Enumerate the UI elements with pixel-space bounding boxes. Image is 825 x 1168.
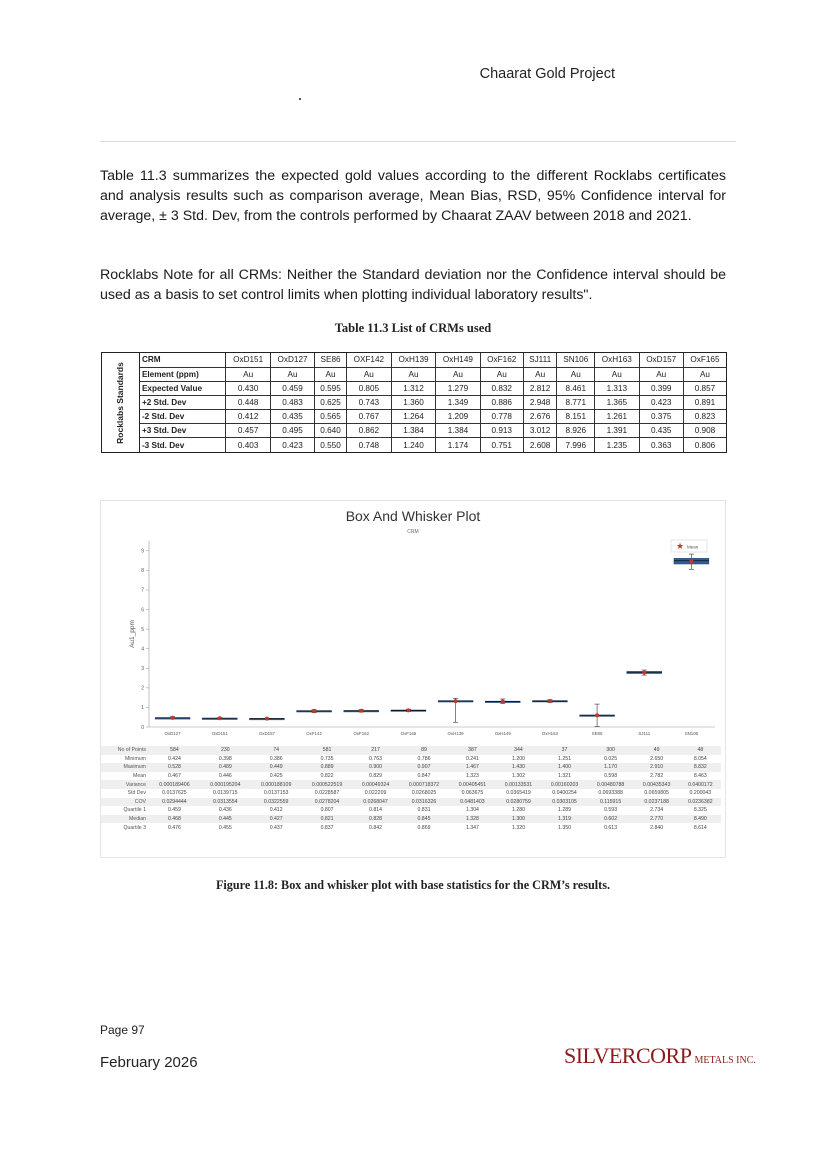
crm-cell: 8.151 [557, 410, 595, 424]
crm-row [140, 353, 726, 367]
y-tick-label: 4 [141, 646, 144, 653]
crm-row [140, 424, 726, 438]
chart-title: Box And Whisker Plot [345, 508, 481, 524]
stats-cell: 0.00049324 [353, 780, 399, 789]
stats-cell: 0.845 [399, 815, 450, 824]
stats-cell: 1.280 [512, 807, 525, 814]
crm-cell: 1.174 [436, 438, 480, 452]
legend-label: Mean [687, 544, 699, 550]
mean-marker [642, 671, 646, 675]
stats-cell: 0.436 [218, 807, 232, 814]
crm-table-container [101, 352, 727, 453]
crm-cell: Au [346, 367, 391, 381]
stats-cell: 0.735 [320, 755, 334, 762]
stats-cell: 0.000522519 [302, 780, 353, 789]
stats-cell: 0.063675 [461, 790, 484, 797]
stats-cell: 2.782 [650, 773, 664, 780]
crm-cell: 0.375 [639, 410, 683, 424]
crm-cell: Au [523, 367, 557, 381]
crm-cell: OxH139 [391, 353, 435, 367]
stats-cell: 0.763 [369, 755, 383, 762]
stats-cell: 581 [302, 746, 353, 755]
stats-cell: 344 [495, 746, 541, 755]
stats-cell: 0.427 [251, 815, 302, 824]
x-tick-label: OxD157 [258, 731, 275, 736]
mean-marker [454, 699, 458, 703]
mean-marker [359, 709, 363, 713]
stats-cell: 0.828 [353, 815, 399, 824]
x-tick-label: OxH163 [541, 731, 558, 736]
stats-cell: 387 [449, 746, 495, 755]
crm-cell: 0.625 [315, 395, 347, 409]
stats-cell: 0.0237188 [634, 798, 680, 807]
crm-row [140, 381, 726, 395]
stats-cell: 0.0481403 [449, 798, 495, 807]
crm-cell: Au [480, 367, 523, 381]
stats-cell: 89 [399, 746, 450, 755]
stats-cell: 1.347 [465, 824, 479, 831]
stats-cell: 0.0268047 [353, 798, 399, 807]
stats-cell: 0.0322559 [251, 798, 302, 807]
crm-cell: 0.423 [270, 438, 314, 452]
stats-row [101, 815, 721, 824]
stats-cell: 2.910 [634, 763, 680, 772]
x-tick-label: OxF165 [400, 731, 417, 736]
stats-cell: 0.0228587 [314, 790, 340, 797]
crm-cell: 1.391 [595, 424, 639, 438]
y-tick-label: 8 [141, 568, 144, 575]
stats-cell: 0.446 [218, 773, 232, 780]
page-number: Page 97 [100, 1023, 145, 1037]
stats-cell: 0.814 [369, 807, 383, 814]
stats-cell: 2.650 [650, 755, 664, 762]
stats-cell: 1.200 [512, 755, 525, 762]
y-tick-label: 6 [141, 607, 144, 614]
crm-cell: 7.996 [557, 438, 595, 452]
y-tick-label: 7 [141, 587, 144, 594]
logo-main-text: SILVERCORP [564, 1043, 692, 1068]
stats-cell: 0.000195204 [200, 780, 251, 789]
project-title: Chaarat Gold Project [479, 66, 615, 82]
stats-cell: 0.386 [269, 755, 283, 762]
crm-cell: 8.926 [557, 424, 595, 438]
stats-cell: 230 [200, 746, 251, 755]
stats-cell: 0.528 [149, 763, 200, 772]
y-axis-label: Au1_ppm [129, 620, 136, 648]
crm-cell: 1.349 [436, 395, 480, 409]
crm-cell: 0.886 [480, 395, 523, 409]
x-tick-label: OxD151 [211, 731, 228, 736]
crm-cell: 1.313 [595, 381, 639, 395]
stats-cell: 584 [149, 746, 200, 755]
stats-row [101, 789, 721, 798]
stats-cell: 8.832 [680, 763, 721, 772]
x-tick-label: OxH139 [447, 731, 464, 736]
y-tick-label: 0 [141, 724, 144, 731]
crm-cell: 0.640 [315, 424, 347, 438]
crm-cell: 0.832 [480, 381, 523, 395]
stats-cell: 0.476 [167, 824, 181, 831]
stats-cell: 0.0313554 [200, 798, 251, 807]
x-tick-label: SJ111 [638, 731, 651, 736]
stats-cell: 0.467 [167, 773, 181, 780]
stats-cell: 0.0278204 [302, 798, 353, 807]
stats-cell: 0.598 [604, 773, 618, 780]
stats-row-label: Maximum [101, 763, 149, 772]
crm-cell: 8.461 [557, 381, 595, 395]
crm-row [140, 367, 726, 381]
mean-marker [171, 716, 175, 720]
stats-cell: 0.468 [149, 815, 200, 824]
stats-cell: 0.821 [302, 815, 353, 824]
crm-cell: 0.412 [226, 410, 270, 424]
crm-cell: OXF142 [346, 353, 391, 367]
header-dot [299, 98, 301, 100]
y-tick-label: 3 [141, 666, 144, 673]
crm-cell: 0.751 [480, 438, 523, 452]
stats-cell: 1.251 [558, 755, 572, 762]
crm-cell: 0.806 [683, 438, 726, 452]
crm-cell: OxH163 [595, 353, 639, 367]
crm-cell: 0.435 [639, 424, 683, 438]
stats-row-label: Minimum [124, 755, 146, 762]
crm-cell: 0.430 [226, 381, 270, 395]
stats-cell: 1.304 [465, 807, 479, 814]
crm-cell: OxF162 [480, 353, 523, 367]
stats-cell: 1.328 [449, 815, 495, 824]
stats-cell: 0.200043 [689, 790, 712, 797]
table-caption: Table 11.3 List of CRMs used [334, 321, 492, 335]
mean-marker [218, 716, 222, 720]
stats-cell: 0.900 [353, 763, 399, 772]
stats-row [101, 746, 721, 755]
crm-cell: SJ111 [523, 353, 557, 367]
stats-cell: 0.831 [417, 807, 431, 814]
stats-cell: 0.842 [369, 824, 383, 831]
stats-row [101, 763, 721, 772]
stats-cell: 0.025 [604, 755, 618, 762]
stats-row [101, 772, 721, 781]
stats-row-label: Quartile 1 [123, 807, 146, 814]
crm-cell: 1.235 [595, 438, 639, 452]
stats-cell: 8.614 [693, 824, 707, 831]
crm-cell: 0.495 [270, 424, 314, 438]
crm-cell: 1.209 [436, 410, 480, 424]
crm-cell: 2.608 [523, 438, 557, 452]
stats-cell: 0.0365419 [506, 790, 531, 797]
stats-cell: 1.323 [465, 773, 479, 780]
stats-cell: 8.490 [680, 815, 721, 824]
stats-cell: 0.455 [218, 824, 232, 831]
stats-cell: 0.0137153 [263, 790, 289, 797]
stats-cell: 0.0400172 [680, 780, 721, 789]
crm-cell: 1.384 [436, 424, 480, 438]
crm-cell: 2.812 [523, 381, 557, 395]
crm-cell: 1.365 [595, 395, 639, 409]
stats-cell: 8.463 [693, 773, 707, 780]
crm-cell: 0.778 [480, 410, 523, 424]
mean-marker [265, 717, 269, 721]
stats-cell: 0.0268025 [411, 790, 437, 797]
stats-row-label: No of Points [101, 746, 149, 755]
box-whisker-figure [100, 500, 726, 858]
stats-cell: 8.054 [693, 755, 707, 762]
stats-cell: 1.319 [542, 815, 588, 824]
crm-cell: OxD157 [639, 353, 683, 367]
crm-cell: Au [557, 367, 595, 381]
y-tick-label: 9 [141, 548, 144, 555]
stats-cell: 0.424 [167, 755, 181, 762]
mean-marker [312, 709, 316, 713]
x-tick-label: SN106 [684, 731, 699, 736]
crm-cell: 0.823 [683, 410, 726, 424]
stats-cell: 0.459 [167, 807, 181, 814]
stats-cell: 0.00133531 [495, 780, 541, 789]
crm-cell: OxD151 [226, 353, 270, 367]
crm-row-label: +3 Std. Dev [140, 424, 226, 438]
crm-row-label: CRM [140, 353, 226, 367]
crm-cell: 0.908 [683, 424, 726, 438]
crm-cell: 0.550 [315, 438, 347, 452]
stats-cell: 0.0139715 [213, 790, 238, 797]
mean-marker [501, 700, 505, 704]
crm-cell: 1.360 [391, 395, 435, 409]
silvercorp-logo [564, 1043, 756, 1069]
stats-cell: 0.00435343 [634, 780, 680, 789]
stats-cell: 48 [680, 746, 721, 755]
crm-cell: 1.264 [391, 410, 435, 424]
figure-caption: Figure 11.8: Box and whisker plot with base statistics for the CRM’s results. [215, 878, 611, 892]
crm-cell: 0.459 [270, 381, 314, 395]
legend-star-icon: ★ [676, 542, 685, 552]
paragraph-rocklabs-note: Rocklabs Note for all CRMs: Neither the Standard deviation nor the Confidence interval should be used as a basis to set control limits when plotting individual laboratory results". [100, 267, 726, 303]
stats-cell: 0.0303105 [542, 798, 588, 807]
stats-cell: 1.289 [558, 807, 572, 814]
stats-cell: 0.445 [200, 815, 251, 824]
stats-row [101, 798, 721, 807]
stats-cell: 49 [634, 746, 680, 755]
crm-cell: 1.312 [391, 381, 435, 395]
mean-marker [406, 708, 410, 712]
footer-date: February 2026 [100, 1054, 198, 1071]
crm-cell: 0.862 [346, 424, 391, 438]
crm-row [140, 438, 726, 452]
stats-cell: 1.467 [449, 763, 495, 772]
stats-cell: 0.022209 [364, 790, 387, 797]
crm-cell: 0.403 [226, 438, 270, 452]
crm-cell: 0.748 [346, 438, 391, 452]
stats-cell: 0.000188109 [251, 780, 302, 789]
stats-row [101, 823, 721, 832]
crm-cell: OxD127 [270, 353, 314, 367]
crm-cell: 2.948 [523, 395, 557, 409]
stats-cell: 0.000718372 [399, 780, 450, 789]
crm-cell: 1.261 [595, 410, 639, 424]
stats-row [101, 806, 721, 815]
crm-cell: SN106 [557, 353, 595, 367]
stats-cell: 37 [542, 746, 588, 755]
stats-cell: 0.807 [320, 807, 334, 814]
crm-row-label: Expected Value [140, 381, 226, 395]
stats-cell: 0.000189406 [149, 780, 200, 789]
stats-cell: 0.847 [417, 773, 431, 780]
stats-cell: 1.430 [495, 763, 541, 772]
x-tick-label: OxF142 [306, 731, 322, 736]
stats-cell: 0.0316326 [399, 798, 450, 807]
side-label-text: Rocklabs Standards [115, 361, 126, 444]
stats-cell: 0.00480788 [588, 780, 634, 789]
crm-cell: 0.483 [270, 395, 314, 409]
stats-cell: 0.907 [399, 763, 450, 772]
crm-cell: 0.767 [346, 410, 391, 424]
stats-cell: 0.00160203 [542, 780, 588, 789]
stats-cell: 0.0280759 [495, 798, 541, 807]
box-plot-svg [101, 501, 727, 746]
crm-cell: 1.384 [391, 424, 435, 438]
crm-cell: 0.457 [226, 424, 270, 438]
stats-cell: 0.437 [269, 824, 283, 831]
crm-cell: Au [270, 367, 314, 381]
stats-cell: 1.302 [512, 773, 525, 780]
mean-marker [689, 559, 693, 563]
crm-row [140, 410, 726, 424]
stats-cell: 74 [251, 746, 302, 755]
crm-cell: Au [639, 367, 683, 381]
crm-cell: Au [595, 367, 639, 381]
crm-cell: Au [391, 367, 435, 381]
stats-cell: 1.350 [558, 824, 572, 831]
stats-cell: 2.734 [650, 807, 664, 814]
stats-row-label: Std Dev [127, 790, 146, 797]
y-tick-label: 5 [141, 626, 144, 633]
crm-cell: 2.676 [523, 410, 557, 424]
stats-cell: 0.0400254 [552, 790, 577, 797]
stats-cell: 1.400 [542, 763, 588, 772]
crm-row-label: -3 Std. Dev [140, 438, 226, 452]
mean-marker [548, 699, 552, 703]
paragraph-summary: Table 11.3 summarizes the expected gold values according to the different Rocklabs certificates and analysis results such as comparison average, Mean Bias, RSD, 95% Confidence interval for average, ± 3 Std. Dev, from the controls performed by Chaarat ZAAV between 2018 and 2021. [100, 168, 726, 224]
header-divider [100, 141, 736, 142]
stats-cell: 0.412 [269, 807, 283, 814]
stats-row [101, 780, 721, 789]
crm-row-label: +2 Std. Dev [140, 395, 226, 409]
crm-cell: 3.012 [523, 424, 557, 438]
stats-cell: 1.300 [495, 815, 541, 824]
stats-row-label: Median [101, 815, 149, 824]
stats-cell: 0.829 [369, 773, 383, 780]
crm-cell: OxH149 [436, 353, 480, 367]
crm-cell: SE86 [315, 353, 347, 367]
crm-cell: Au [683, 367, 726, 381]
stats-cell: 0.449 [251, 763, 302, 772]
crm-cell: 8.771 [557, 395, 595, 409]
stats-cell: 0.0294444 [149, 798, 200, 807]
chart-subtitle: CRM [407, 529, 419, 535]
crm-row-label: Element (ppm) [140, 367, 226, 381]
x-tick-label: OxD127 [164, 731, 181, 736]
stats-cell: 0.00405451 [449, 780, 495, 789]
stats-cell: 0.822 [320, 773, 334, 780]
logo-sub-text: METALS INC. [694, 1055, 756, 1066]
stats-cell: 0.115915 [588, 798, 634, 807]
crm-cell: 0.595 [315, 381, 347, 395]
stats-cell: 217 [353, 746, 399, 755]
crm-cell: 0.448 [226, 395, 270, 409]
crm-cell: 0.435 [270, 410, 314, 424]
stats-cell: 300 [588, 746, 634, 755]
crm-cell: 0.913 [480, 424, 523, 438]
stats-cell: 0.0693388 [598, 790, 623, 797]
crm-cell: 0.423 [639, 395, 683, 409]
stats-row [101, 755, 721, 764]
stats-table [101, 746, 721, 832]
y-tick-label: 1 [141, 705, 144, 712]
crm-cell: 0.565 [315, 410, 347, 424]
stats-cell: 1.321 [558, 773, 572, 780]
crm-cell: OxF165 [683, 353, 726, 367]
stats-cell: 0.0137625 [162, 790, 187, 797]
stats-cell: 0.0236382 [680, 798, 721, 807]
stats-cell: 1.320 [512, 824, 525, 831]
rocklabs-side-label [102, 353, 140, 452]
stats-row-label: Quartile 3 [123, 824, 146, 831]
mean-marker [595, 713, 599, 717]
crm-cell: 0.805 [346, 381, 391, 395]
stats-row-label: COV [101, 798, 149, 807]
crm-table [140, 353, 726, 452]
crm-cell: 1.279 [436, 381, 480, 395]
crm-cell: 0.399 [639, 381, 683, 395]
crm-cell: 0.743 [346, 395, 391, 409]
stats-cell: 0.889 [302, 763, 353, 772]
stats-cell: 0.786 [417, 755, 431, 762]
stats-cell: 0.489 [200, 763, 251, 772]
stats-cell: 0.425 [269, 773, 283, 780]
crm-row-label: -2 Std. Dev [140, 410, 226, 424]
stats-cell: 0.241 [465, 755, 479, 762]
stats-cell: 0.398 [218, 755, 232, 762]
y-tick-label: 2 [141, 685, 144, 692]
stats-cell: 0.613 [604, 824, 618, 831]
stats-cell: 0.869 [417, 824, 431, 831]
crm-cell: Au [436, 367, 480, 381]
stats-row-label: Variance [101, 780, 149, 789]
x-tick-label: OxF162 [353, 731, 370, 736]
crm-cell: 1.240 [391, 438, 435, 452]
stats-cell: 1.170 [588, 763, 634, 772]
crm-cell: Au [315, 367, 347, 381]
stats-cell: 2.840 [650, 824, 664, 831]
crm-row [140, 395, 726, 409]
x-tick-label: SE86 [591, 731, 603, 736]
crm-cell: 0.363 [639, 438, 683, 452]
crm-cell: 0.891 [683, 395, 726, 409]
stats-cell: 0.837 [320, 824, 334, 831]
crm-cell: 0.857 [683, 381, 726, 395]
stats-cell: 0.0659805 [644, 790, 669, 797]
stats-cell: 2.770 [634, 815, 680, 824]
crm-cell: Au [226, 367, 270, 381]
stats-cell: 0.602 [588, 815, 634, 824]
stats-row-label: Mean [133, 773, 146, 780]
stats-cell: 8.325 [693, 807, 707, 814]
stats-cell: 0.593 [604, 807, 618, 814]
x-tick-label: OxH149 [494, 731, 511, 736]
